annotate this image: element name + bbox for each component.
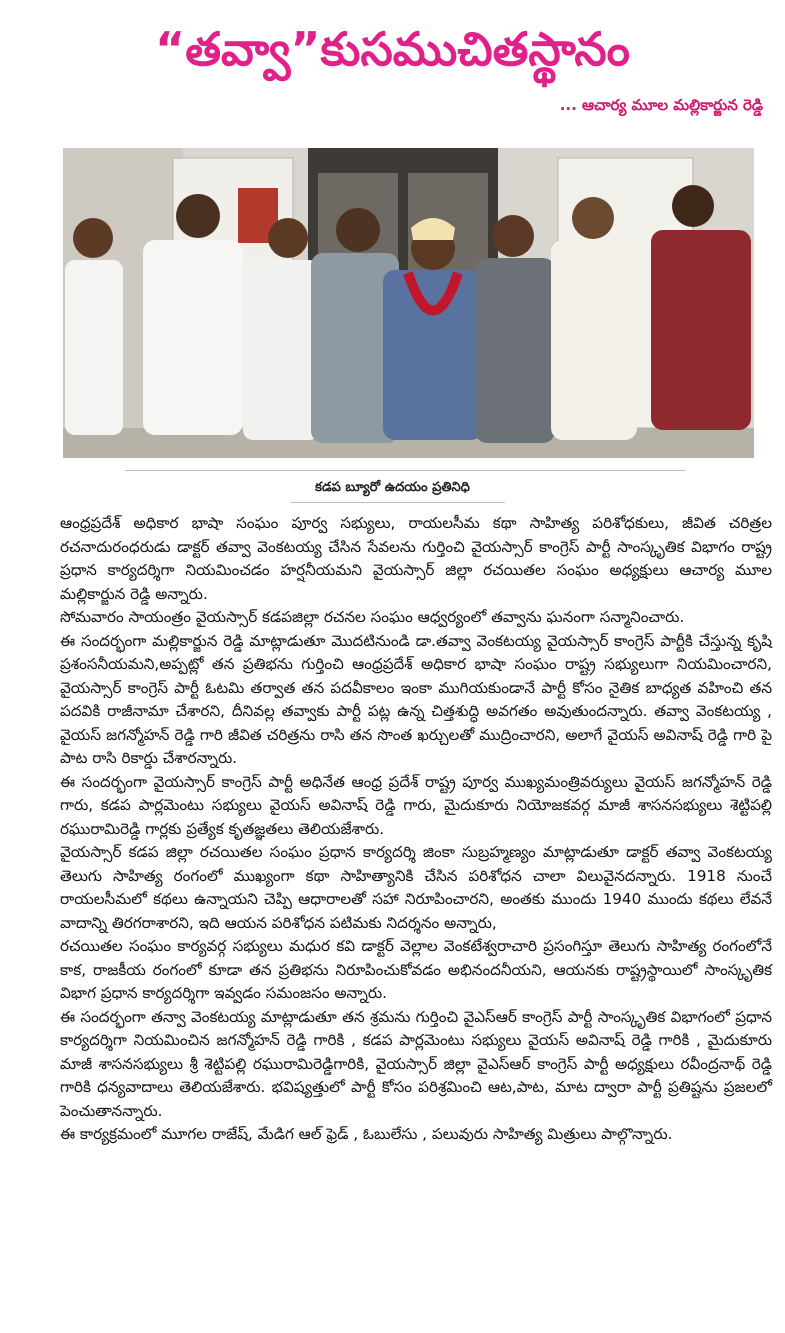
paragraph-3: ఈ సందర్భంగా మల్లికార్జున రెడ్డి మాట్లాడుతూ మొదటినుండి డా.తవ్వా వెంకటయ్య వైయస్సార్ కాంగ్రెస్ పార్టీకి చేస్తున్న కృషి ప్రశంసనీయమని,అప్పట్లో తన ప్రతిభను గుర్తించి ఆంధ్రప్రదేశ్ అధికార భాషా సంఘం రాష్ట్ర సభ్యులుగా నియమించారని, వైయస్సార్ కాంగ్రెస్ పార్టీ ఓటమి తర్వాత తన పదవీకాలం ఇంకా ముగియకుండానే పార్టీ కోసం నైతిక బాధ్యత వహించి తన పదవికి రాజీనామా చేశారని, దీనివల్ల తవ్వాకు పార్టీ పట్ల ఉన్న చిత్తశుద్ధి అవగతం అవుతుందన్నారు. తవ్వా వెంకటయ్య , వైయస్ జగన్మోహన్ రెడ్డి గారి జీవిత చరిత్రను రాసి తన సొంత ఖర్చులతో ముద్రించారని, అలాగే వైయస్ అవినాష్ రెడ్డి గారి పై పాట రాసి రికార్డు చేశారన్నారు. [60, 631, 772, 767]
credit-top-rule [125, 470, 685, 471]
paragraph-8: ఈ కార్యక్రమంలో మూగల రాజేష్, మేడిగ ఆల్ ఫ్రెడ్ , ఓబులేసు , పలువురు సాహిత్య మిత్రులు పాల్గొన్నారు. [60, 1125, 673, 1143]
credit-bottom-rule [290, 502, 505, 503]
byline: ... ఆచార్య మూల మల్లికార్జున రెడ్డి [559, 96, 763, 114]
paragraph-7: ఈ సందర్భంగా తన్వా వెంకటయ్య మాట్లాడుతూ తన శ్రమను గుర్తించి వైఎస్ఆర్ కాంగ్రెస్ పార్టీ సాంస్కృతిక విభాగంలో ప్రధాన కార్యదర్శిగా నియమించిన జగన్మోహన్ రెడ్డి గారికి , కడప పార్లమెంటు సభ్యులు వైయస్ అవినాష్ రెడ్డి గారికి , మైదుకూరు మాజీ శాసనసభ్యులు శ్రీ శెట్టిపల్లి రఘురామిరెడ్డిగారికి, వైయస్సార్ జిల్లా వైఎస్ఆర్ కాంగ్రెస్ పార్టీ అధ్యక్షులు రవీంద్రనాథ్ రెడ్డి గారికి ధన్యవాదాలు తెలియజేశారు. భవిష్యత్తులో పార్టీ కోసం పరిశ్రమించి ఆట,పాట, మాట ద్వారా పార్టీ ప్రతిష్టను ప్రజలలో పెంచుతానన్నారు. [60, 1007, 772, 1120]
group-photo-illustration [63, 148, 754, 458]
paragraph-1: ఆంధ్రప్రదేశ్ అధికార భాషా సంఘం పూర్వ సభ్యులు, రాయలసీమ కథా సాహిత్య పరిశోధకులు, జీవిత చరిత్రల రచనాదురంధరుడు డాక్టర్ తవ్వా వెంకటయ్య చేసిన సేవలను గుర్తించి వైయస్సార్ కాంగ్రెస్ పార్టీ సాంస్కృతిక విభాగం రాష్ట్ర ప్రధాన కార్యదర్శిగా నియమించడం హర్షనీయమని వైయస్సార్ జిల్లా రచయితల సంఘం అధ్యక్షులు ఆచార్య మూల మల్లికార్జున రెడ్డి అన్నారు. [60, 514, 772, 603]
paragraph-6: రచయితల సంఘం కార్యవర్గ సభ్యులు మధుర కవి డాక్టర్ వెల్లాల వెంకటేశ్వరాచారి ప్రసంగిస్తూ తెలుగు సాహిత్య రంగంలోనే కాక, రాజకీయ రంగంలో కూడా తన ప్రతిభను నిరూపించుకోవడం అభినందనీయని, ఆయనకు రాష్ట్రస్థాయిలో సాంస్కృతిక విభాగ ప్రధాన కార్యదర్శిగా ఇవ్వడం సమంజసం అన్నారు. [60, 937, 772, 1002]
headline: “తవ్వా”కుసముచితస్థానం [155, 22, 630, 76]
article-body [60, 512, 772, 1147]
bureau-credit: కడప బ్యూరో ఉదయం ప్రతినిధి [315, 480, 470, 495]
news-photo [63, 148, 754, 458]
paragraph-2: సోమవారం సాయంత్రం వైయస్సార్ కడపజిల్లా రచనల సంఘం ఆధ్వర్యంలో తవ్వాను ఘనంగా సన్మానించారు. [60, 608, 685, 626]
paragraph-5: వైయస్సార్ కడప జిల్లా రచయితల సంఘం ప్రధాన కార్యదర్శి జింకా సుబ్రహ్మణ్యం మాట్లాడుతూ డాక్టర్ తవ్వా వెంకటయ్య తెలుగు సాహిత్య రంగంలో ముఖ్యంగా కథా సాహిత్యానికి చేసిన పరిశోధన చాలా విలువైనదన్నారు. 1918 నుంచే రాయలసీమలో కథలు ఉన్నాయని చెప్పి ఆధారాలతో సహా నిరూపించారని, అంతకు ముందు 1940 ముందు కథలు లేవనే వాదాన్ని తిరగరాశారని, ఇది ఆయన పరిశోధన పటిమకు నిదర్శనం అన్నారు, [60, 843, 772, 932]
paragraph-4: ఈ సందర్భంగా వైయస్సార్ కాంగ్రెస్ పార్టీ అధినేత ఆంధ్ర ప్రదేశ్ రాష్ట్ర పూర్వ ముఖ్యమంత్రివర్యులు వైయస్ జగన్మోహన్ రెడ్డి గారు, కడప పార్లమెంటు సభ్యులు వైయస్ అవినాష్ రెడ్డి గారు, మైదుకూరు నియోజకవర్గ మాజీ శాసనసభ్యులు శెట్టిపల్లి రఘురామిరెడ్డి గార్లకు ప్రత్యేక కృతజ్ఞతలు తెలియజేశారు. [60, 772, 772, 838]
